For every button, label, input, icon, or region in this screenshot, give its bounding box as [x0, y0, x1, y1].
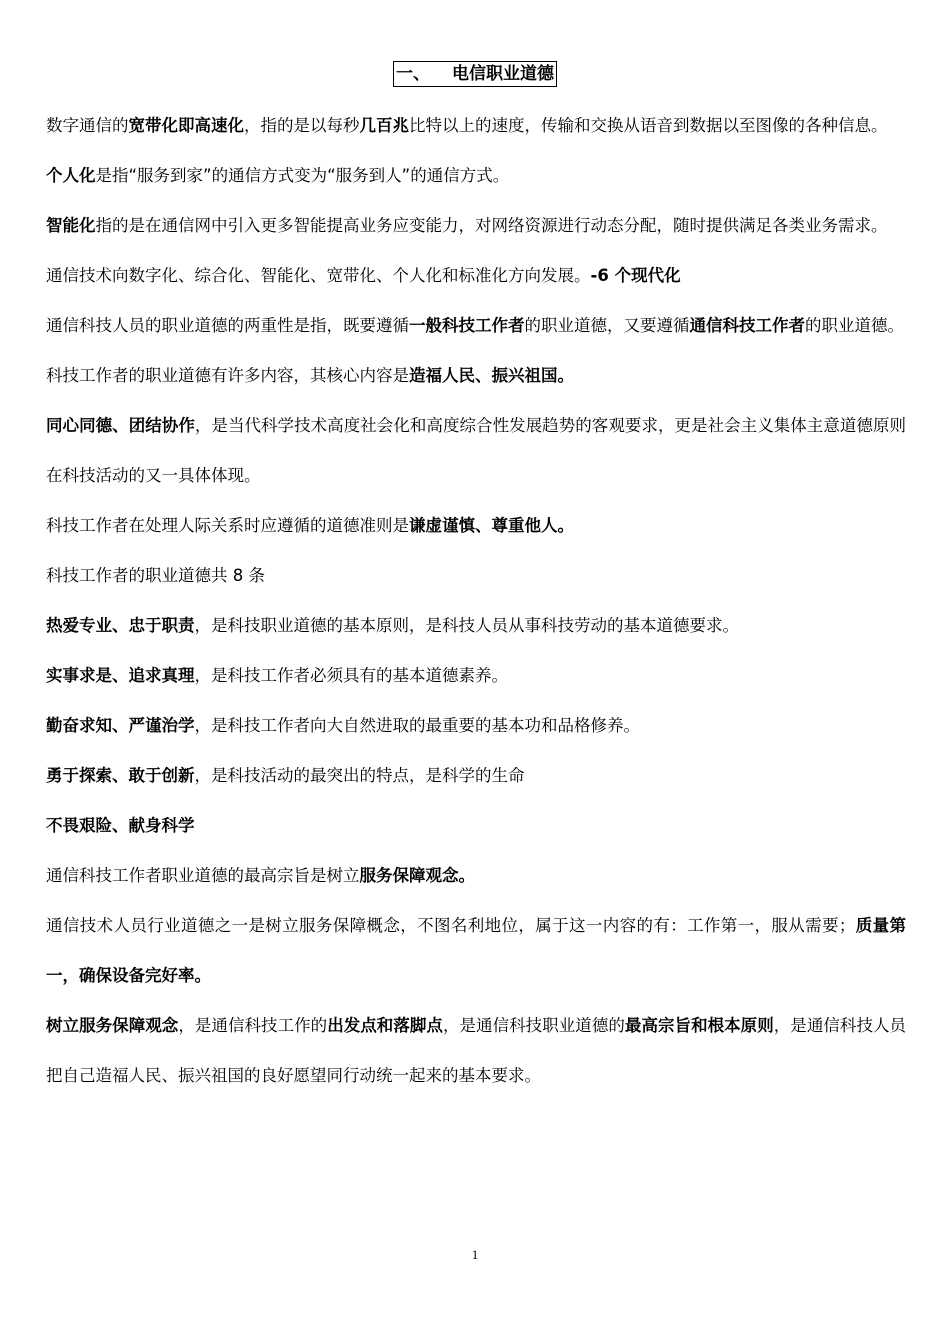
bold-text: 通信科技工作者 [689, 316, 805, 335]
bold-text: 勤奋求知、严谨治学 [46, 716, 195, 735]
paragraph-15 [46, 851, 906, 901]
text-run: ，是科技工作者向大自然进取的最重要的基本功和品格修养。 [194, 716, 640, 735]
text-run: ，是科技活动的最突出的特点，是科学的生命 [194, 766, 525, 785]
paragraph-6 [46, 351, 906, 401]
paragraph-12 [46, 701, 906, 751]
bold-text: 树立服务保障观念 [46, 1016, 179, 1035]
text-run: 科技工作者在处理人际关系时应遵循的道德准则是 [46, 516, 409, 535]
bold-text: 个人化 [46, 166, 96, 185]
bold-text: 一般科技工作者 [409, 316, 525, 335]
text-run: 通信技术人员行业道德之一是树立服务保障概念，不图名利地位，属于这一内容的有：工作第一，服从需要； [46, 916, 856, 935]
text-run: 通信技术向数字化、综合化、智能化、宽带化、个人化和标准化方向发展。 [46, 266, 591, 285]
bold-text: 服务保障观念。 [359, 866, 475, 885]
bold-text: 出发点和落脚点 [327, 1016, 443, 1035]
text-run: 通信科技人员的职业道德的两重性是指，既要遵循 [46, 316, 409, 335]
text-run: 比特以上的速度，传输和交换从语音到数据以至图像的各种信息。 [409, 116, 888, 135]
bold-text: 最高宗旨和根本原则 [624, 1016, 774, 1035]
paragraph-17 [46, 1001, 906, 1101]
bold-text: 几百兆 [359, 116, 409, 135]
bold-text: 谦虚谨慎、尊重他人。 [409, 516, 574, 535]
bold-text: 同心同德、团结协作 [46, 416, 195, 435]
paragraph-5 [46, 301, 906, 351]
paragraph-2 [46, 151, 906, 201]
bold-text: 不畏艰险、献身科学 [46, 816, 195, 835]
text-run: 科技工作者的职业道德共 8 条 [46, 566, 265, 585]
paragraph-8 [46, 501, 906, 551]
paragraph-7 [46, 401, 906, 501]
text-run: ，是科技职业道德的基本原则，是科技人员从事科技劳动的基本道德要求。 [194, 616, 739, 635]
paragraph-1 [46, 101, 906, 151]
paragraph-3 [46, 201, 906, 251]
bold-text: 宽带化即高速化 [128, 116, 244, 135]
text-run: 的职业道德，又要遵循 [524, 316, 690, 335]
paragraph-16 [46, 901, 906, 1001]
text-run: ，是通信科技人员把自己造福人民、振兴祖国的良好愿望同行动统一起来的基本要求。 [46, 1016, 907, 1085]
paragraph-14 [46, 801, 906, 851]
paragraph-9 [46, 551, 906, 601]
heading-text: 电信职业道德 [452, 64, 554, 84]
text-run: ，是通信科技职业道德的 [442, 1016, 625, 1035]
bold-text: 实事求是、追求真理 [46, 666, 195, 685]
page-number: 1 [471, 1247, 479, 1262]
text-run: 数字通信的 [46, 116, 129, 135]
text-run: 是指“服务到家”的通信方式变为“服务到人”的通信方式。 [95, 166, 510, 185]
paragraph-4 [46, 251, 906, 301]
document-body [46, 101, 906, 1101]
bold-text: -6 个现代化 [590, 266, 681, 285]
bold-text: 热爱专业、忠于职责 [46, 616, 195, 635]
bold-text: 造福人民、振兴祖国。 [409, 366, 574, 385]
text-run: ，是通信科技工作的 [178, 1016, 328, 1035]
section-heading [0, 60, 950, 88]
paragraph-13 [46, 751, 906, 801]
text-run: 科技工作者的职业道德有许多内容，其核心内容是 [46, 366, 409, 385]
text-run: 的职业道德。 [805, 316, 904, 335]
text-run: 指的是在通信网中引入更多智能提高业务应变能力，对网络资源进行动态分配，随时提供满足各类业务需求。 [95, 216, 888, 235]
text-run: ，是当代科学技术高度社会化和高度综合性发展趋势的客观要求，更是社会主义集体主意道德原则在科技活动的又一具体体现。 [46, 416, 907, 485]
heading-box [393, 61, 557, 87]
heading-number: 一、 [396, 64, 430, 84]
text-run: 通信科技工作者职业道德的最高宗旨是树立 [46, 866, 360, 885]
text-run: ，是科技工作者必须具有的基本道德素养。 [194, 666, 508, 685]
bold-text: 勇于探索、敢于创新 [46, 766, 195, 785]
paragraph-11 [46, 651, 906, 701]
text-run: ，指的是以每秒 [244, 116, 360, 135]
bold-text: 智能化 [46, 216, 96, 235]
paragraph-10 [46, 601, 906, 651]
bold-text: 质量第一，确保设备完好率。 [46, 916, 907, 985]
